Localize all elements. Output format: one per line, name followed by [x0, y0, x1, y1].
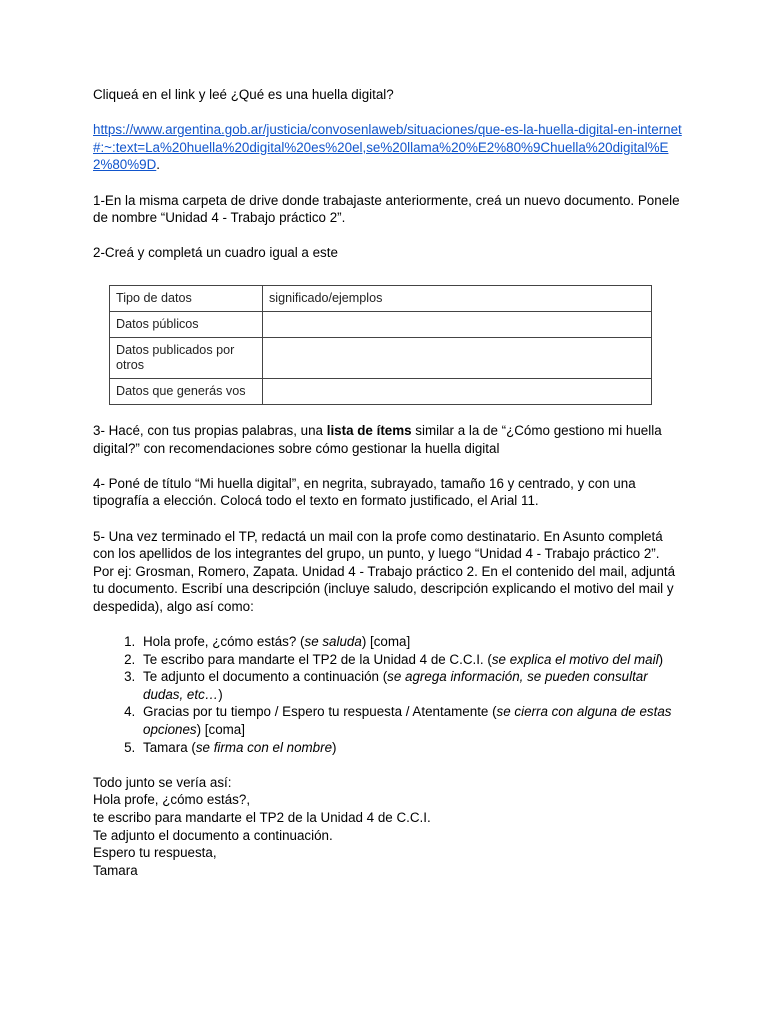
- list-item: 3. Te adjunto el documento a continuación (se agrega información, se pueden consultar dudas, etc…): [139, 668, 683, 703]
- table-cell: [263, 337, 652, 378]
- huella-digital-link[interactable]: https://www.argentina.gob.ar/justicia/convosenlaweb/situaciones/que-es-la-huella-digital-en-internet#:~:text=La%20huella%20digital%20es%20el,se%20llama%20%E2%80%9Chuella%20digital%E2%80%9D: [93, 122, 682, 173]
- intro-text: Cliqueá en el link y leé ¿Qué es una huella digital?: [93, 87, 394, 102]
- example-line: Espero tu respuesta,: [93, 845, 217, 861]
- step-1-text: 1-En la misma carpeta de drive donde trabajaste anteriormente, creá un nuevo documento. Ponele de nombre “Unidad 4 - Trabajo práctico 2”.: [93, 192, 680, 226]
- example-line: te escribo para mandarte el TP2 de la Unidad 4 de C.C.I.: [93, 810, 431, 825]
- table-cell: Datos publicados por otros: [110, 337, 263, 378]
- step-2-text: 2-Creá y completá un cuadro igual a este: [93, 245, 338, 261]
- step-5-text: 5- Una vez terminado el TP, redactá un mail con la profe como destinatario. En Asunto completá con los apellidos de los integrantes del grupo, un punto, y luego “Unidad 4 - Trabajo práctico 2”. Por ej: Grosman, Romero, Zapata. Unidad 4 - Trabajo práctico 2. En el contenido del mail, adjuntá tu documento. Escribí una descripción (incluye saludo, descripción explicando el motivo del mail y despedida), algo así como:: [93, 528, 676, 614]
- link-trail: .: [156, 157, 161, 173]
- list-item: 1. Hola profe, ¿cómo estás? (se saluda) [coma]: [139, 633, 683, 651]
- table-header-row: [110, 285, 652, 311]
- table-cell: [263, 311, 652, 337]
- example-line: Te adjunto el documento a continuación.: [93, 827, 333, 843]
- data-types-table: [109, 285, 652, 405]
- table-cell: [263, 378, 652, 404]
- table-cell: Datos públicos: [110, 311, 263, 337]
- example-line: Tamara: [93, 862, 138, 878]
- list-item: 2. Te escribo para mandarte el TP2 de la Unidad 4 de C.C.I. (se explica el motivo del mail): [139, 651, 683, 669]
- example-heading: Todo junto se vería así:: [93, 774, 232, 790]
- table-header-cell: significado/ejemplos: [263, 285, 652, 311]
- list-item: 4. Gracias por tu tiempo / Espero tu respuesta / Atentamente (se cierra con alguna de estas opciones) [coma]: [139, 703, 683, 738]
- table-row: [110, 337, 652, 378]
- mail-steps-list: [93, 633, 683, 756]
- example-line: Hola profe, ¿cómo estás?,: [93, 792, 251, 808]
- table-row: [110, 311, 652, 337]
- table-row: [110, 378, 652, 404]
- table-cell: Datos que generás vos: [110, 378, 263, 404]
- resource-link-paragraph: [93, 121, 683, 174]
- step-3-bold: lista de ítems: [326, 422, 412, 438]
- list-item: 5. Tamara (se firma con el nombre): [139, 739, 683, 757]
- step-4-text: 4- Poné de título “Mi huella digital”, en negrita, subrayado, tamaño 16 y centrado, y con una tipografía a elección. Colocá todo el texto en formato justificado, el Arial 11.: [93, 475, 636, 509]
- step-3-text: 3- Hacé, con tus propias palabras, una lista de ítems similar a la de “¿Cómo gestiono mi huella digital?” con recomendaciones sobre cómo gestionar la huella digital: [93, 422, 662, 456]
- table-header-cell: Tipo de datos: [110, 285, 263, 311]
- document-page: [93, 86, 683, 879]
